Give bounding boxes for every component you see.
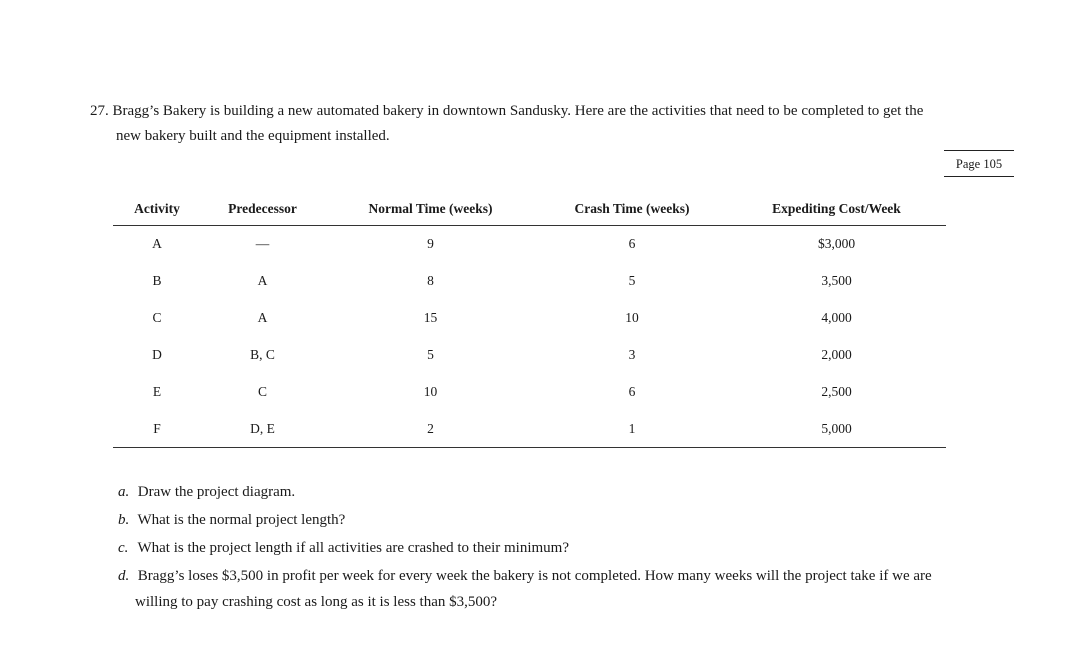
cell-expediting-cost: $3,000 <box>817 236 856 251</box>
cell-expediting-cost: 2,500 <box>821 383 852 399</box>
question-letter: d. <box>118 568 130 584</box>
table-row <box>113 336 946 373</box>
problem-number: 27. <box>90 103 109 119</box>
cell-crash-time: 3 <box>628 346 636 362</box>
cell-activity: E <box>152 383 162 399</box>
header-expediting-cost: Expediting Cost/Week <box>727 192 946 226</box>
header-activity: Activity <box>113 192 201 226</box>
cell-activity: F <box>113 410 201 448</box>
cell-normal-time: 15 <box>423 309 438 325</box>
question-a <box>118 478 1018 506</box>
cell-crash-time: 10 <box>625 309 639 325</box>
table-row <box>113 373 946 410</box>
cell-expediting-cost: 4,000 <box>821 309 852 325</box>
cell-expediting-cost: 3,500 <box>821 272 852 288</box>
question-text: What is the normal project length? <box>137 512 346 528</box>
header-predecessor: Predecessor <box>201 192 324 226</box>
question-b <box>118 506 1018 534</box>
problem-statement <box>90 99 1020 149</box>
problem-text-line2: new bakery built and the equipment installed. <box>116 128 390 144</box>
question-c <box>118 534 1018 562</box>
cell-activity: A <box>152 236 162 251</box>
table-row <box>113 226 946 263</box>
cell-activity: D <box>152 346 162 362</box>
cell-normal-time: 9 <box>427 236 434 251</box>
problem-text-line1: Bragg’s Bakery is building a new automated bakery in downtown Sandusky. Here are the activities that need to be completed to get the <box>112 103 924 119</box>
question-text: What is the project length if all activities are crashed to their minimum? <box>137 540 570 556</box>
cell-predecessor: D, E <box>201 410 324 448</box>
cell-predecessor: — <box>255 236 270 251</box>
table-row <box>113 299 946 336</box>
cell-expediting-cost: 5,000 <box>727 410 946 448</box>
cell-normal-time: 5 <box>427 346 434 362</box>
cell-expediting-cost: 2,000 <box>821 346 852 362</box>
question-continuation: willing to pay crashing cost as long as it is less than $3,500? <box>135 594 498 610</box>
activity-table <box>113 192 946 448</box>
cell-crash-time: 5 <box>628 272 636 288</box>
cell-crash-time: 6 <box>628 236 636 251</box>
question-letter: a. <box>118 484 130 500</box>
question-list <box>118 478 1018 614</box>
question-text: Draw the project diagram. <box>137 484 296 500</box>
cell-predecessor: A <box>257 272 268 288</box>
cell-crash-time: 1 <box>537 410 727 448</box>
header-crash-time: Crash Time (weeks) <box>537 192 727 226</box>
header-normal-time: Normal Time (weeks) <box>324 192 537 226</box>
cell-normal-time: 2 <box>324 410 537 448</box>
cell-predecessor: B, C <box>250 346 275 362</box>
cell-predecessor: A <box>257 309 268 325</box>
cell-activity: C <box>152 309 162 325</box>
page-marker: Page 105 <box>944 150 1014 177</box>
question-letter: c. <box>118 540 129 556</box>
question-letter: b. <box>118 512 130 528</box>
table-header-row <box>113 192 946 226</box>
cell-crash-time: 6 <box>628 383 636 399</box>
cell-normal-time: 8 <box>427 272 434 288</box>
table-row <box>113 410 946 448</box>
table-row <box>113 262 946 299</box>
question-text: Bragg’s loses $3,500 in profit per week for every week the bakery is not completed. How many weeks will the project take if we are <box>137 568 932 584</box>
cell-normal-time: 10 <box>423 383 438 399</box>
cell-activity: B <box>152 272 162 288</box>
cell-predecessor: C <box>257 383 267 399</box>
question-d <box>118 562 1018 614</box>
